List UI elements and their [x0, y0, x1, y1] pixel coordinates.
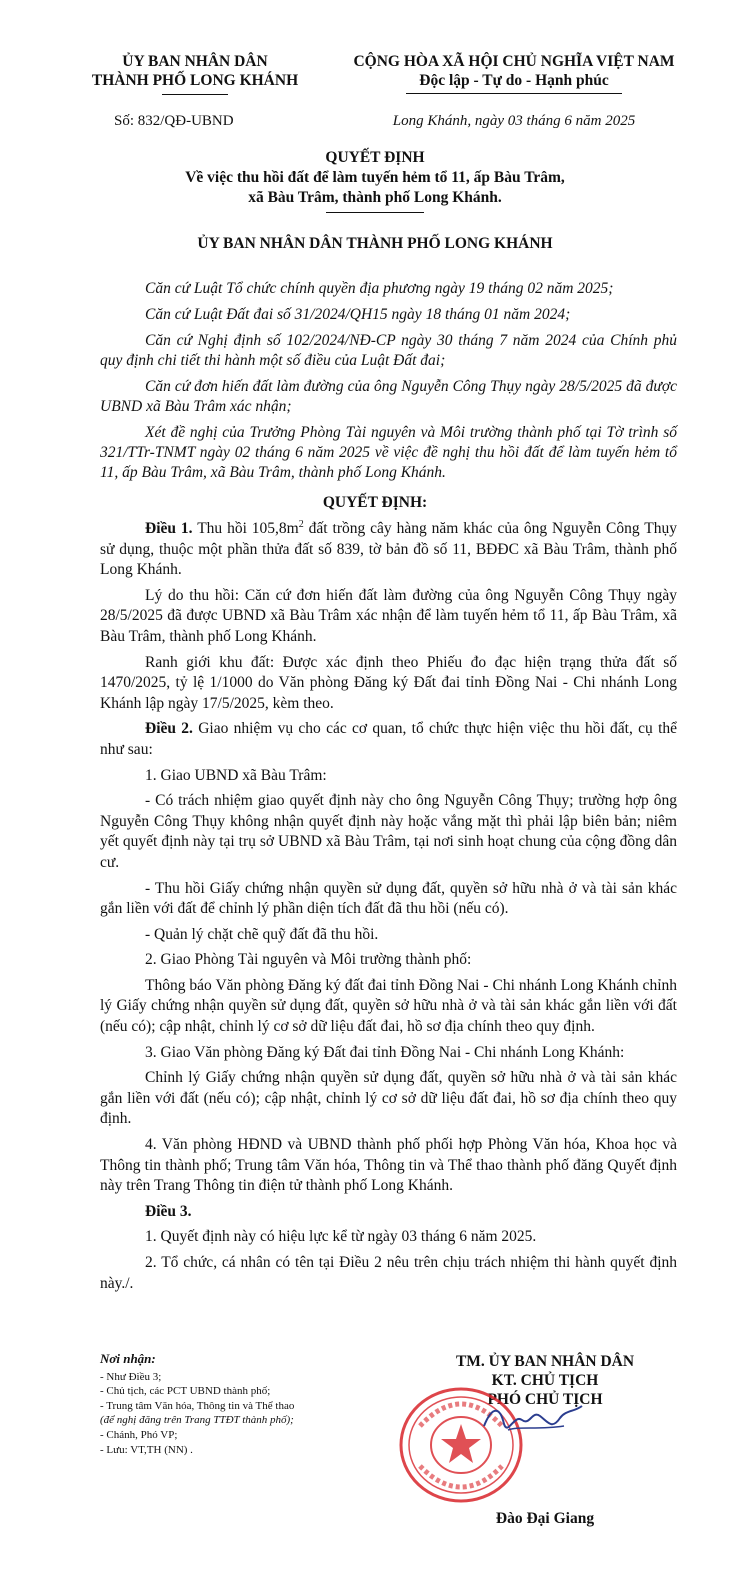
article-1-reason: Lý do thu hồi: Căn cứ đơn hiến đất làm đường của ông Nguyễn Công Thụy ngày 28/5/2025 đã được UBND xã Bàu Trâm xác nhận để làm tuyến hẻm tổ 11, ấp Bàu Trâm, xã Bàu Trâm, thành phố Long Khánh. [100, 586, 677, 645]
article-2-item2: 2. Giao Phòng Tài nguyên và Môi trường thành phố: [145, 951, 472, 969]
title-kind: QUYẾT ĐỊNH [325, 149, 425, 166]
title-underline [326, 212, 424, 213]
nation-line1: CỘNG HÒA XÃ HỘI CHỦ NGHĨA VIỆT NAM [353, 53, 675, 70]
recipient-item: (để nghị đăng trên Trang TTĐT thành phố); [100, 1414, 294, 1427]
legal-bases [100, 279, 677, 489]
basis-item: Xét đề nghị của Trưởng Phòng Tài nguyên và Môi trường thành phố tại Tờ trình số 321/TTr-TNMT ngày 02 tháng 6 năm 2025 về việc đề nghị thu hồi đất để làm tuyến hẻm tổ 11, ấp Bàu Trâm, xã Bàu Trâm, thành phố Long Khánh. [100, 424, 677, 481]
document-title [0, 148, 750, 213]
issuing-body: ỦY BAN NHÂN DÂN THÀNH PHỐ LONG KHÁNH [197, 235, 553, 252]
signer-name: Đào Đại Giang [495, 1510, 595, 1527]
article-1-label: Điều 1. [145, 520, 193, 537]
recipient-item: - Như Điều 3; [100, 1370, 162, 1383]
article-2-item4: 4. Văn phòng HĐND và UBND thành phố phối hợp Phòng Văn hóa, Khoa học và Thông tin thành phố; Trung tâm Văn hóa, Thông tin và Thể thao thành phố đăng Quyết định này trên Trang Thông tin điện tử thành phố Long Khánh. [100, 1136, 677, 1195]
article-3-item2: 2. Tổ chức, cá nhân có tên tại Điều 2 nêu trên chịu trách nhiệm thi hành quyết định này./. [100, 1254, 677, 1292]
basis-item: Căn cứ đơn hiến đất làm đường của ông Nguyễn Công Thụy ngày 28/5/2025 đã được UBND xã Bàu Trâm xác nhận; [100, 378, 677, 415]
motto-underline [406, 93, 622, 94]
article-2-intro: Giao nhiệm vụ cho các cơ quan, tổ chức thực hiện việc thu hồi đất, cụ thể như sau: [100, 720, 677, 758]
recipients-block [100, 1352, 390, 1457]
sign-line1: TM. ỦY BAN NHÂN DÂN [455, 1353, 635, 1370]
national-header [338, 52, 690, 94]
article-2-item1: 1. Giao UBND xã Bàu Trâm: [145, 766, 327, 784]
recipient-item: - Trung tâm Văn hóa, Thông tin và Thể thao [100, 1399, 295, 1412]
article-2 [100, 719, 677, 760]
recipients-label: Nơi nhận: [100, 1351, 156, 1366]
article-2-item1-a: - Có trách nhiệm giao quyết định này cho ông Nguyễn Công Thụy; trường hợp ông Nguyễn Công Thụy không nhận quyết định này hoặc vắng mặt thì phải lập biên bản; niêm yết quyết định này tại trụ sở UBND xã Bàu Trâm, tại nơi sinh hoạt chung của cộng đồng dân cư. [100, 792, 677, 871]
area-unit-superscript: 2 [298, 518, 304, 530]
article-1-text: Thu hồi 105,8m [192, 520, 299, 537]
decision-body [100, 519, 677, 1299]
recipient-item: - Lưu: VT,TH (NN) . [100, 1443, 193, 1456]
document-number: Số: 832/QĐ-UBND [114, 113, 234, 129]
article-2-item1-c: - Quản lý chặt chẽ quỹ đất đã thu hồi. [145, 925, 379, 943]
place-date: Long Khánh, ngày 03 tháng 6 năm 2025 [392, 113, 636, 129]
article-3-item1: 1. Quyết định này có hiệu lực kể từ ngày 03 tháng 6 năm 2025. [145, 1228, 537, 1246]
article-1 [100, 519, 677, 581]
article-3-label: Điều 3. [145, 1202, 192, 1220]
article-2-item3-a: Chỉnh lý Giấy chứng nhận quyền sử dụng đất, quyền sở hữu nhà ở và tài sản khác gắn liền với đất (nếu có); cập nhật, chỉnh lý cơ sở dữ liệu đất đai, hồ sơ địa chính theo quy định. [100, 1069, 677, 1128]
title-subject-line2: xã Bàu Trâm, thành phố Long Khánh. [248, 189, 502, 206]
recipient-item: - Chủ tịch, các PCT UBND thành phố; [100, 1385, 271, 1398]
article-1-text-cont: đất trồng cây hàng năm khác của ông Nguyễn Công Thụy sử dụng, thuộc một phần thửa đất số 839, tờ bản đồ số 11, BĐĐC xã Bàu Trâm, thành phố Long Khánh. [100, 520, 677, 579]
article-3 [100, 1202, 677, 1223]
decision-heading: QUYẾT ĐỊNH: [322, 494, 428, 511]
issuer-header [62, 52, 328, 95]
article-2-label: Điều 2. [145, 720, 193, 738]
basis-item: Căn cứ Luật Đất đai số 31/2024/QH15 ngày 18 tháng 01 năm 2024; [145, 306, 571, 323]
article-2-item3: 3. Giao Văn phòng Đăng ký Đất đai tỉnh Đồng Nai - Chi nhánh Long Khánh: [145, 1043, 625, 1061]
issuer-underline [162, 94, 228, 95]
title-subject-line1: Về việc thu hồi đất để làm tuyến hẻm tổ 11, ấp Bàu Trâm, [185, 169, 565, 186]
recipient-item: - Chánh, Phó VP; [100, 1428, 178, 1441]
article-2-item1-b: - Thu hồi Giấy chứng nhận quyền sử dụng đất, quyền sở hữu nhà ở và tài sản khác gắn liền với đất để chỉnh lý phần diện tích đất đã thu hồi (nếu có). [100, 879, 677, 918]
article-2-item2-a: Thông báo Văn phòng Đăng ký đất đai tỉnh Đồng Nai - Chi nhánh Long Khánh chỉnh lý Giấy chứng nhận quyền sử dụng đất, quyền sở hữu nhà ở và tài sản khác gắn liền với đất (nếu có); cập nhật, chỉnh lý cơ sở dữ liệu đất đai, hồ sơ địa chính theo quy định. [100, 976, 677, 1036]
sign-line2: KT. CHỦ TỊCH [491, 1372, 599, 1389]
basis-item: Căn cứ Luật Tổ chức chính quyền địa phương ngày 19 tháng 02 năm 2025; [145, 280, 614, 297]
nation-motto: Độc lập - Tự do - Hạnh phúc [419, 72, 609, 89]
basis-item: Căn cứ Nghị định số 102/2024/NĐ-CP ngày 30 tháng 7 năm 2024 của Chính phủ quy định chi tiết thi hành một số điều của Luật Đất đai; [100, 332, 677, 369]
handwritten-signature-icon [478, 1396, 598, 1446]
issuer-line2: THÀNH PHỐ LONG KHÁNH [91, 72, 299, 89]
sign-line3: PHÓ CHỦ TỊCH [487, 1391, 603, 1408]
issuer-line1: ỦY BAN NHÂN DÂN [122, 53, 268, 70]
article-1-boundary: Ranh giới khu đất: Được xác định theo Phiếu đo đạc hiện trạng thửa đất số 1470/2025, tỷ lệ 1/1000 do Văn phòng Đăng ký Đất đai tỉnh Đồng Nai - Chi nhánh Long Khánh lập ngày 17/5/2025, kèm theo. [100, 653, 677, 712]
